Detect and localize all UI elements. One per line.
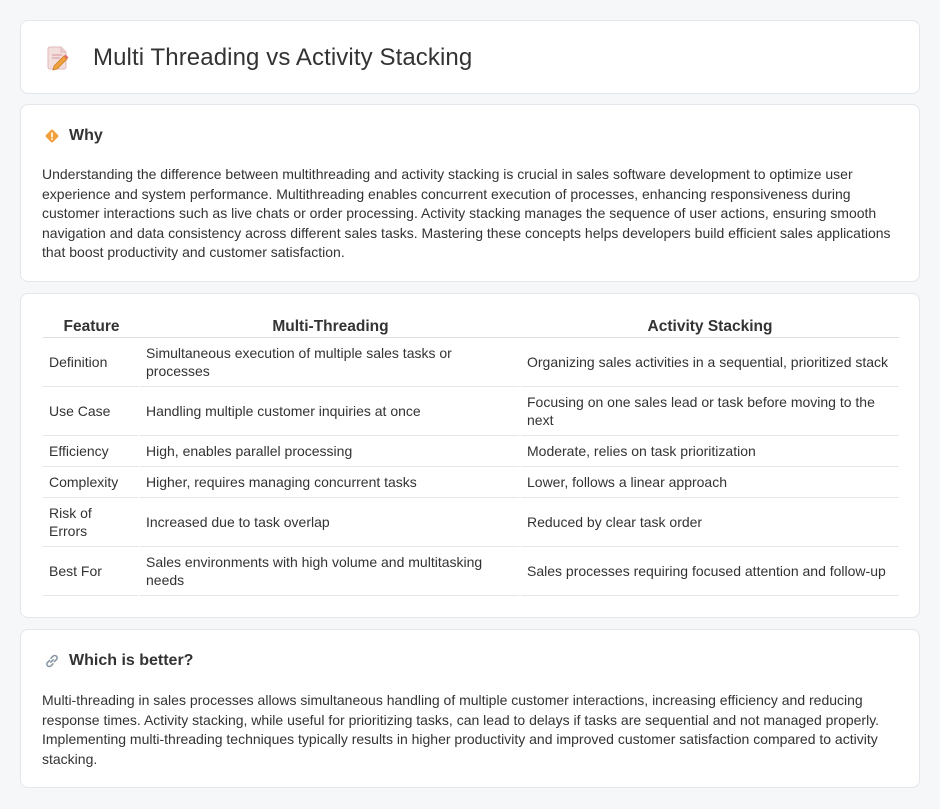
table-row [43,338,899,387]
why-heading: Why [69,127,103,144]
table-header-row [43,316,899,338]
feature-cell: Definition [43,338,140,387]
better-heading: Which is better? [69,652,194,669]
activity-stacking-cell: Lower, follows a linear approach [521,467,899,498]
feature-cell: Use Case [43,387,140,436]
activity-stacking-cell: Moderate, relies on task prioritization [521,436,899,467]
why-body: Understanding the difference between multithreading and activity stacking is crucial in sales software development to optimize user experience and system performance. Multithreading enables concurrent execution of processes, enhancing responsiveness during customer interactions such as live chats or order processing. Activity stacking manages the sequence of user actions, ensuring smooth navigation and data consistency across different sales tasks. Mastering these concepts helps developers build efficient sales applications that boost productivity and customer satisfaction. [42,166,891,260]
activity-stacking-cell: Reduced by clear task order [521,498,899,547]
warning-diamond-icon [43,127,61,145]
feature-cell: Efficiency [43,436,140,467]
multi-threading-cell: Handling multiple customer inquiries at once [140,387,521,436]
better-heading-row [43,652,193,670]
header-multi-threading: Multi-Threading [140,316,521,338]
comparison-table [43,316,899,596]
table-row [43,498,899,547]
table-row [43,547,899,596]
multi-threading-cell: Sales environments with high volume and multitasking needs [140,547,521,596]
activity-stacking-cell: Focusing on one sales lead or task before moving to the next [521,387,899,436]
document-pencil-icon [45,43,71,73]
which-is-better-section [20,629,920,788]
link-icon [43,652,61,670]
why-section [20,104,920,282]
feature-cell: Best For [43,547,140,596]
why-heading-row [43,127,103,145]
multi-threading-cell: High, enables parallel processing [140,436,521,467]
comparison-section [20,293,920,618]
feature-cell: Risk of Errors [43,498,140,547]
multi-threading-cell: Simultaneous execution of multiple sales tasks or processes [140,338,521,387]
title-card [20,20,920,94]
table-row [43,467,899,498]
header-activity-stacking: Activity Stacking [521,316,899,338]
title-row [45,43,472,73]
feature-cell: Complexity [43,467,140,498]
activity-stacking-cell: Sales processes requiring focused attention and follow-up [521,547,899,596]
activity-stacking-cell: Organizing sales activities in a sequential, prioritized stack [521,338,899,387]
header-feature: Feature [43,316,140,338]
better-body: Multi-threading in sales processes allows simultaneous handling of multiple customer interactions, increasing efficiency and reducing response times. Activity stacking, while useful for prioritizing tasks, can lead to delays if tasks are sequential and not managed properly. Implementing multi-threading techniques typically results in higher productivity and improved customer satisfaction compared to activity stacking. [42,692,880,767]
multi-threading-cell: Increased due to task overlap [140,498,521,547]
table-row [43,387,899,436]
page-title: Multi Threading vs Activity Stacking [93,44,473,71]
table-row [43,436,899,467]
multi-threading-cell: Higher, requires managing concurrent tasks [140,467,521,498]
